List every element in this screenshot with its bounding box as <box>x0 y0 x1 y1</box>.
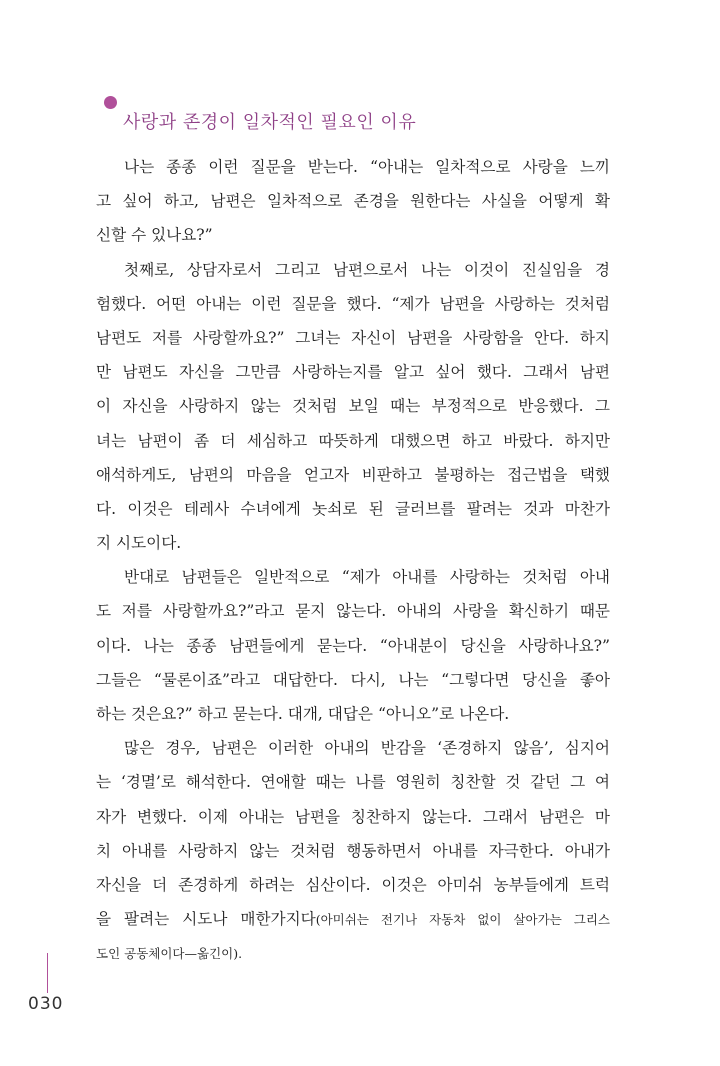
text-line: 다. 이것은 테레사 수녀에게 놋쇠로 된 글러브를 팔려는 것과 마찬가 <box>96 499 610 518</box>
text-line: 첫째로, 상담자로서 그리고 남편으로서 나는 이것이 진실임을 경 <box>124 260 610 279</box>
text-line: 만 남편도 자신을 그만큼 사랑하는지를 알고 싶어 했다. 그래서 남편 <box>96 363 610 382</box>
text-line: 그들은 “물론이죠”라고 대답한다. 다시, 나는 “그렇다면 당신을 좋아 <box>96 670 610 689</box>
bullet-dot-icon <box>104 96 117 109</box>
page-number: 030 <box>28 994 64 1014</box>
text-line: 애석하게도, 남편의 마음을 얻고자 비판하고 불평하는 접근법을 택했 <box>96 465 610 484</box>
text-line: 고 싶어 하고, 남편은 일차적으로 존경을 원한다는 사실을 어떻게 확 <box>96 192 610 211</box>
text-line: 많은 경우, 남편은 이러한 아내의 반감을 ‘존경하지 않음’, 심지어 <box>124 739 610 758</box>
text-line: 자가 변했다. 이제 아내는 남편을 칭찬하지 않는다. 그래서 남편은 마 <box>96 807 610 826</box>
text-line: 신할 수 있나요?” <box>96 226 213 245</box>
section-title: 사랑과 존경이 일차적인 필요인 이유 <box>123 112 417 133</box>
text-line: 이다. 나는 종종 남편들에게 묻는다. “아내분이 당신을 사랑하나요?” <box>96 636 610 655</box>
footer-divider <box>47 953 48 993</box>
text-line-main: 을 팔려는 시도나 매한가지다 <box>96 910 316 929</box>
translator-note: (아미쉬는 전기나 자동차 없이 살아가는 그리스 <box>315 912 611 928</box>
text-line: 남편도 저를 사랑할까요?” 그녀는 자신이 남편을 사랑함을 안다. 하지 <box>96 328 610 347</box>
text-line: 지 시도이다. <box>96 534 182 553</box>
text-line: 자신을 더 존경하게 하려는 심산이다. 이것은 아미쉬 농부들에게 트럭 <box>96 875 610 894</box>
text-line: 나는 종종 이런 질문을 받는다. “아내는 일차적으로 사랑을 느끼 <box>124 158 610 176</box>
text-line: 험했다. 어떤 아내는 이런 질문을 했다. “제가 남편을 사랑하는 것처럼 <box>96 294 610 313</box>
text-line: 는 ‘경멸’로 해석한다. 연애할 때는 나를 영원히 칭찬할 것 같던 그 여 <box>96 773 610 792</box>
text-line: 하는 것은요?” 하고 묻는다. 대개, 대답은 “아니오”로 나온다. <box>96 705 510 723</box>
translator-note-continued: 도인 공동체이다—옮긴이). <box>96 946 243 962</box>
section-heading <box>104 96 416 134</box>
body-text <box>96 150 610 971</box>
text-line: 녀는 남편이 좀 더 세심하고 따뜻하게 대했으면 하고 바랐다. 하지만 <box>96 431 610 450</box>
text-line: 도 저를 사랑할까요?”라고 묻지 않는다. 아내의 사랑을 확신하기 때문 <box>96 602 610 621</box>
text-line: 치 아내를 사랑하지 않는 것처럼 행동하면서 아내를 자극한다. 아내가 <box>96 841 610 860</box>
text-line: 반대로 남편들은 일반적으로 “제가 아내를 사랑하는 것처럼 아내 <box>124 568 610 587</box>
text-line <box>96 902 610 936</box>
text-line: 이 자신을 사랑하지 않는 것처럼 보일 때는 부정적으로 반응했다. 그 <box>96 397 610 416</box>
text-line <box>96 936 610 970</box>
